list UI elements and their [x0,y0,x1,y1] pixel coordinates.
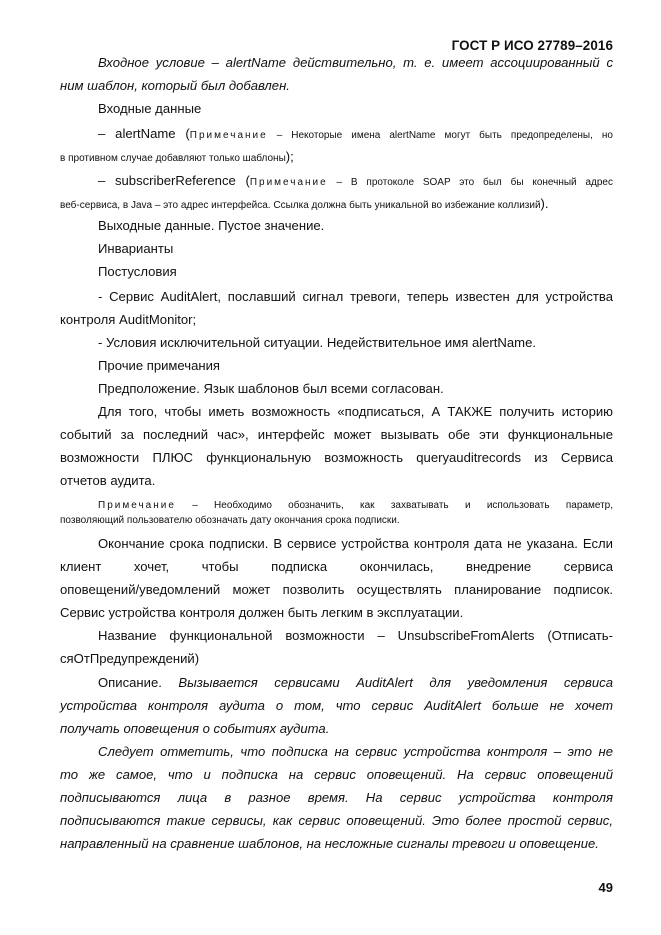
text-line: – alertName (Примечание – Некоторые имена alertName могут быть предопределены, но [98,126,613,141]
text-line: Название функциональной возможности – UnsubscribeFromAlerts (Отписать- [98,628,613,643]
text-line: Описание. Вызывается сервисами AuditAlert для уведомления сервиса [98,675,613,690]
text-line: Постусловия [98,264,177,279]
text-line: сяОтПредупреждений) [60,651,200,666]
text-line: ним шаблон, который был добавлен. [60,78,290,93]
text-line: в противном случае добавляют только шаблоны); [60,149,294,164]
text-line: Входные данные [98,101,202,116]
text-line: контроля AuditMonitor; [60,312,197,327]
note-line: Примечание – Необходимо обозначить, как захватывать и использовать параметр, [98,500,613,511]
page-number: 49 [598,880,613,895]
text-line: Прочие примечания [98,358,221,373]
text-line: - Сервис AuditAlert, пославший сигнал тревоги, теперь известен для устройства [98,289,613,304]
text-line: отчетов аудита. [60,473,156,488]
text-line: клиент хочет, чтобы подписка окончилась, внедрение сервиса [60,559,613,574]
text-line: Следует отметить, что подписка на сервис устройства контроля – это не [98,744,613,759]
text-line: подписываются лица в разное время. На сервис устройства контроля [60,790,613,805]
text-line: Входное условие – alertName действительно, т. е. имеет ассоциированный с [98,55,613,70]
text-line: Окончание срока подписки. В сервисе устройства контроля дата не указана. Если [98,536,613,551]
text-line: получать оповещения о событиях аудита. [60,721,330,736]
text-line: то же самое, что и подписка на сервис оповещений. На сервис оповещений [60,767,613,782]
text-line: устройства контроля аудита о том, что сервис AuditAlert больше не хочет [60,698,613,713]
text-line: Инварианты [98,241,174,256]
text-line: Выходные данные. Пустое значение. [98,218,325,233]
document-header: ГОСТ Р ИСО 27789–2016 [451,38,613,53]
text-line: подписываются такие сервисы, как сервис оповещений. Это более простой сервис, [60,813,613,828]
text-line: - Условия исключительной ситуации. Недействительное имя alertName. [98,335,536,350]
note-line: позволяющий пользователю обозначать дату окончания срока подписки. [60,515,400,526]
text-line: направленный на сравнение шаблонов, на несложные сигналы тревоги и оповещение. [60,836,599,851]
text-line: Сервис устройства контроля должен быть легким в эксплуатации. [60,605,464,620]
text-line: – subscriberReference (Примечание – В протоколе SOAP это был бы конечный адрес [98,173,613,188]
text-line: Для того, чтобы иметь возможность «подписаться, А ТАКЖЕ получить историю [98,404,613,419]
text-line: событий за последний час», интерфейс может вызывать обе эти функциональные [60,427,613,442]
text-line: возможности ПЛЮС функциональную возможность queryauditrecords из Сервиса [60,450,613,465]
text-line: Предположение. Язык шаблонов был всеми согласован. [98,381,444,396]
text-line: оповещений/уведомлений может позволить осуществлять планирование подписок. [60,582,613,597]
text-line: веб-сервиса, в Java – это адрес интерфейса. Ссылка должна быть уникальной во избежание коллизий). [60,196,549,211]
